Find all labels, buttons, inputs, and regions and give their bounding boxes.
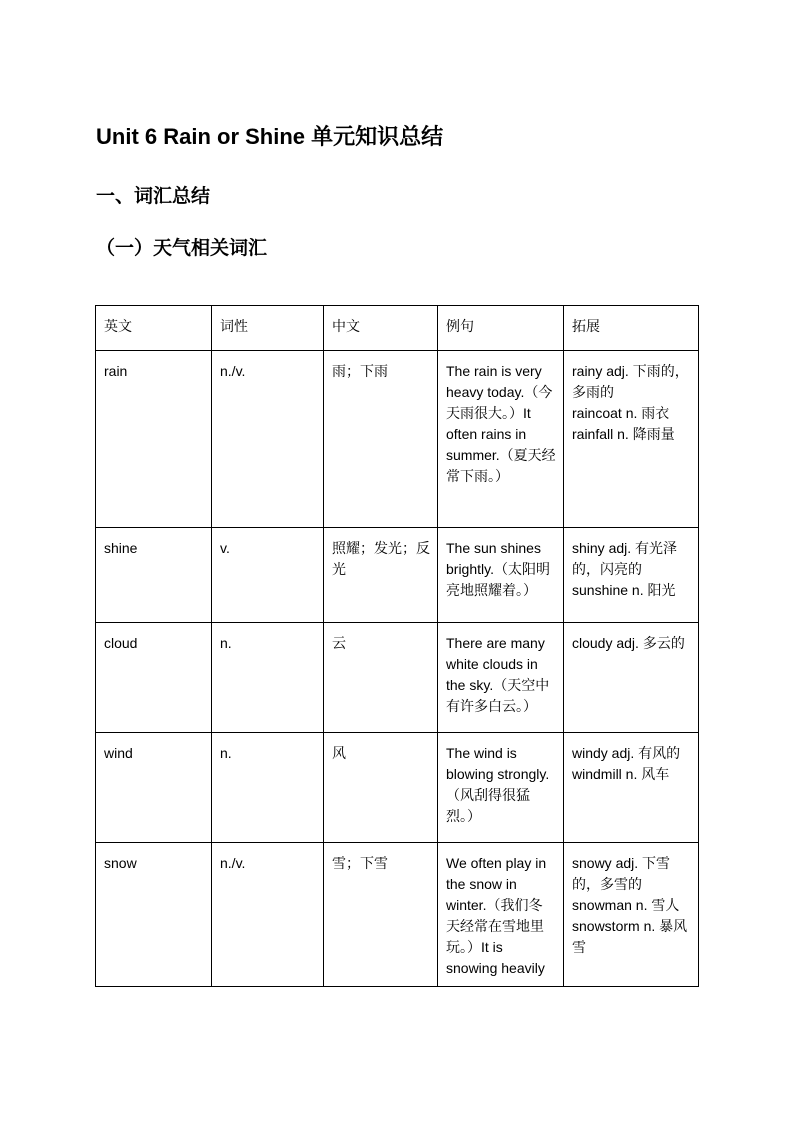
cell-english: rain — [96, 351, 212, 528]
page-title: Unit 6 Rain or Shine 单元知识总结 — [96, 124, 444, 149]
cell-chinese: 风 — [324, 733, 438, 843]
cell-chinese: 雨；下雨 — [324, 351, 438, 528]
header-example: 例句 — [438, 306, 564, 351]
cell-extension — [564, 733, 699, 843]
cell-extension — [564, 843, 699, 987]
header-part-of-speech: 词性 — [212, 306, 324, 351]
cell-example: The wind is blowing strongly.（风刮得很猛烈。） — [438, 733, 564, 843]
extension-line: shiny adj. 有光泽的，闪亮的 — [572, 540, 678, 577]
cell-part-of-speech: n./v. — [212, 351, 324, 528]
cell-extension — [564, 528, 699, 623]
cell-chinese: 照耀；发光；反光 — [324, 528, 438, 623]
table-row — [96, 528, 699, 623]
cell-chinese: 雪；下雪 — [324, 843, 438, 987]
cell-extension — [564, 351, 699, 528]
extension-line: rainfall n. 降雨量 — [572, 426, 675, 442]
cell-example: There are many white clouds in the sky.（天空中有许多白云。） — [438, 623, 564, 733]
vocabulary-table — [95, 305, 699, 987]
table-row — [96, 351, 699, 528]
cell-part-of-speech: v. — [212, 528, 324, 623]
extension-line: cloudy adj. 多云的 — [572, 635, 685, 651]
cell-example: The rain is very heavy today.（今天雨很大。）It often rains in summer.（夏天经常下雨。） — [438, 351, 564, 528]
extension-line: snowman n. 雪人 — [572, 897, 680, 913]
extension-line: sunshine n. 阳光 — [572, 582, 676, 598]
cell-part-of-speech: n./v. — [212, 843, 324, 987]
header-chinese: 中文 — [324, 306, 438, 351]
cell-english: snow — [96, 843, 212, 987]
extension-line: raincoat n. 雨衣 — [572, 405, 670, 421]
header-english: 英文 — [96, 306, 212, 351]
cell-extension — [564, 623, 699, 733]
cell-part-of-speech: n. — [212, 733, 324, 843]
cell-english: wind — [96, 733, 212, 843]
table-header-row — [96, 306, 699, 351]
table-row — [96, 733, 699, 843]
table-row — [96, 843, 699, 987]
cell-example: The sun shines brightly.（太阳明亮地照耀着。） — [438, 528, 564, 623]
cell-chinese: 云 — [324, 623, 438, 733]
header-extension: 拓展 — [564, 306, 699, 351]
cell-example: We often play in the snow in winter.（我们冬天经常在雪地里玩。）It is snowing heavily — [438, 843, 564, 987]
cell-part-of-speech: n. — [212, 623, 324, 733]
table-row — [96, 623, 699, 733]
extension-line: windy adj. 有风的 — [572, 745, 681, 761]
subsection-heading-weather-words: （一）天气相关词汇 — [96, 238, 268, 259]
section-heading-vocabulary: 一、词汇总结 — [96, 186, 211, 207]
cell-english: cloud — [96, 623, 212, 733]
extension-line: windmill n. 风车 — [572, 766, 670, 782]
extension-line: rainy adj. 下雨的，多雨的 — [572, 363, 689, 400]
extension-line: snowstorm n. 暴风雪 — [572, 918, 688, 955]
cell-english: shine — [96, 528, 212, 623]
extension-line: snowy adj. 下雪的，多雪的 — [572, 855, 671, 892]
